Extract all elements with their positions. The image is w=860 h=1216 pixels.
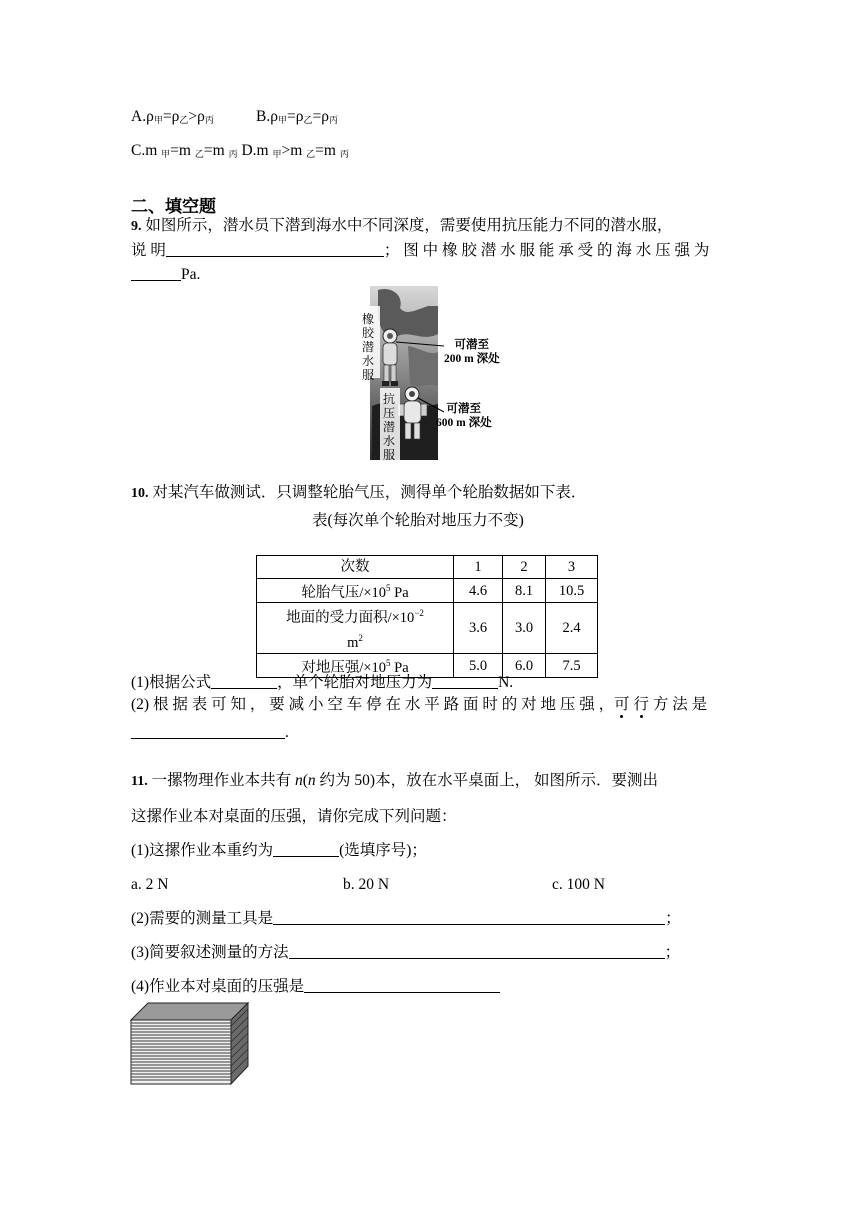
tire-data-table: [256, 555, 598, 678]
q8-option-c-d: C.m $_甲$=m $_乙$=m $_丙$ D.m $_甲$>m $_乙$=m $_丙$: [131, 142, 349, 159]
callout-600m: 可潜至 600 m 深处: [436, 403, 492, 429]
pressure-suit-label: 抗 压 潜 水 服: [383, 392, 396, 462]
q8-option-b: $B.\rho_甲=\rho_乙=\rho_丙$: [256, 108, 338, 125]
q8-option-a: $A.\rho_甲=\rho_乙>\rho_丙$: [131, 108, 214, 125]
q11-option-b: b. 20 N: [343, 876, 390, 893]
q10-intro: 10. 对某汽车做测试．只调整轮胎气压，测得单个轮胎数据如下表．: [131, 484, 587, 501]
q11-blank-tools[interactable]: [273, 910, 665, 925]
q9-blank-2[interactable]: [131, 266, 181, 281]
q9-number: 9.: [131, 219, 142, 234]
table-row: 地面的受力面积$/\times 10^{-2}$ $m^2$ 3.6 3.0 2.4: [257, 603, 598, 654]
q9-line3: Pa.: [131, 264, 200, 286]
q11-part3: (3)简要叙述测量的方法 ；: [131, 944, 681, 961]
q10-blank-force[interactable]: [432, 674, 498, 689]
callout-200m: 可潜至 200 m 深处: [444, 339, 500, 365]
stack-top-face: [131, 1003, 248, 1020]
q10-table-caption: 表(每次单个轮胎对地压力不变): [312, 512, 524, 529]
q11-part4: (4)作业本对桌面的压强是: [131, 976, 500, 998]
rubber-suit-label: 橡 胶 潜 水 服: [362, 312, 375, 382]
q11-part2: (2)需要的测量工具是 ；: [131, 910, 681, 927]
q9-line1: 9. 如图所示，潜水员下潜到海水中不同深度，需要使用抗压能力不同的潜水服，: [131, 217, 673, 234]
q10-number: 10.: [131, 486, 149, 501]
q11-part1: (1)这摞作业本重约为 (选填序号)；: [131, 842, 427, 859]
q11-line2: 这摞作业本对桌面的压强，请你完成下列问题：: [131, 808, 457, 825]
table-header-row: 次数 1 2 3: [257, 556, 598, 579]
q11-blank-method[interactable]: [289, 944, 665, 959]
q11-blank-weight[interactable]: [273, 842, 339, 857]
q11-number: 11.: [131, 774, 148, 789]
q11-intro: 11. 一摞物理作业本共有 n(n 约为 50)本，放在水平桌面上， 如图所示．要测出: [131, 772, 658, 789]
q11-blank-pressure[interactable]: [304, 978, 500, 993]
q11-option-c: c. 100 N: [552, 876, 605, 893]
q10-part2: (2) 根 据 表 可 知 ， 要 减 小 空 车 停 在 水 平 路 面 时 的 对 地 压 强 ，可 行 方 法 是: [131, 696, 708, 713]
table-row: 对地压强$/\times 10^5$ Pa 5.0 6.0 7.5: [257, 654, 598, 678]
q9-line2: 说 明 ； 图 中 橡 胶 潜 水 服 能 承 受 的 海 水 压 强 为: [131, 242, 710, 259]
q10-part1: (1)根据公式 ，单个轮胎对地压力为 N.: [131, 674, 514, 691]
section-title: 二、填空题: [131, 197, 216, 217]
q10-blank-method[interactable]: [131, 724, 285, 739]
notebook-stack-figure: [130, 1002, 250, 1086]
table-row: 轮胎气压$/\times 10^5$ Pa 4.6 8.1 10.5: [257, 579, 598, 603]
q10-part2-answer: .: [131, 722, 289, 744]
q9-blank-1[interactable]: [166, 242, 384, 257]
q11-option-a: a. 2 N: [131, 876, 169, 893]
q10-blank-formula[interactable]: [211, 674, 277, 689]
